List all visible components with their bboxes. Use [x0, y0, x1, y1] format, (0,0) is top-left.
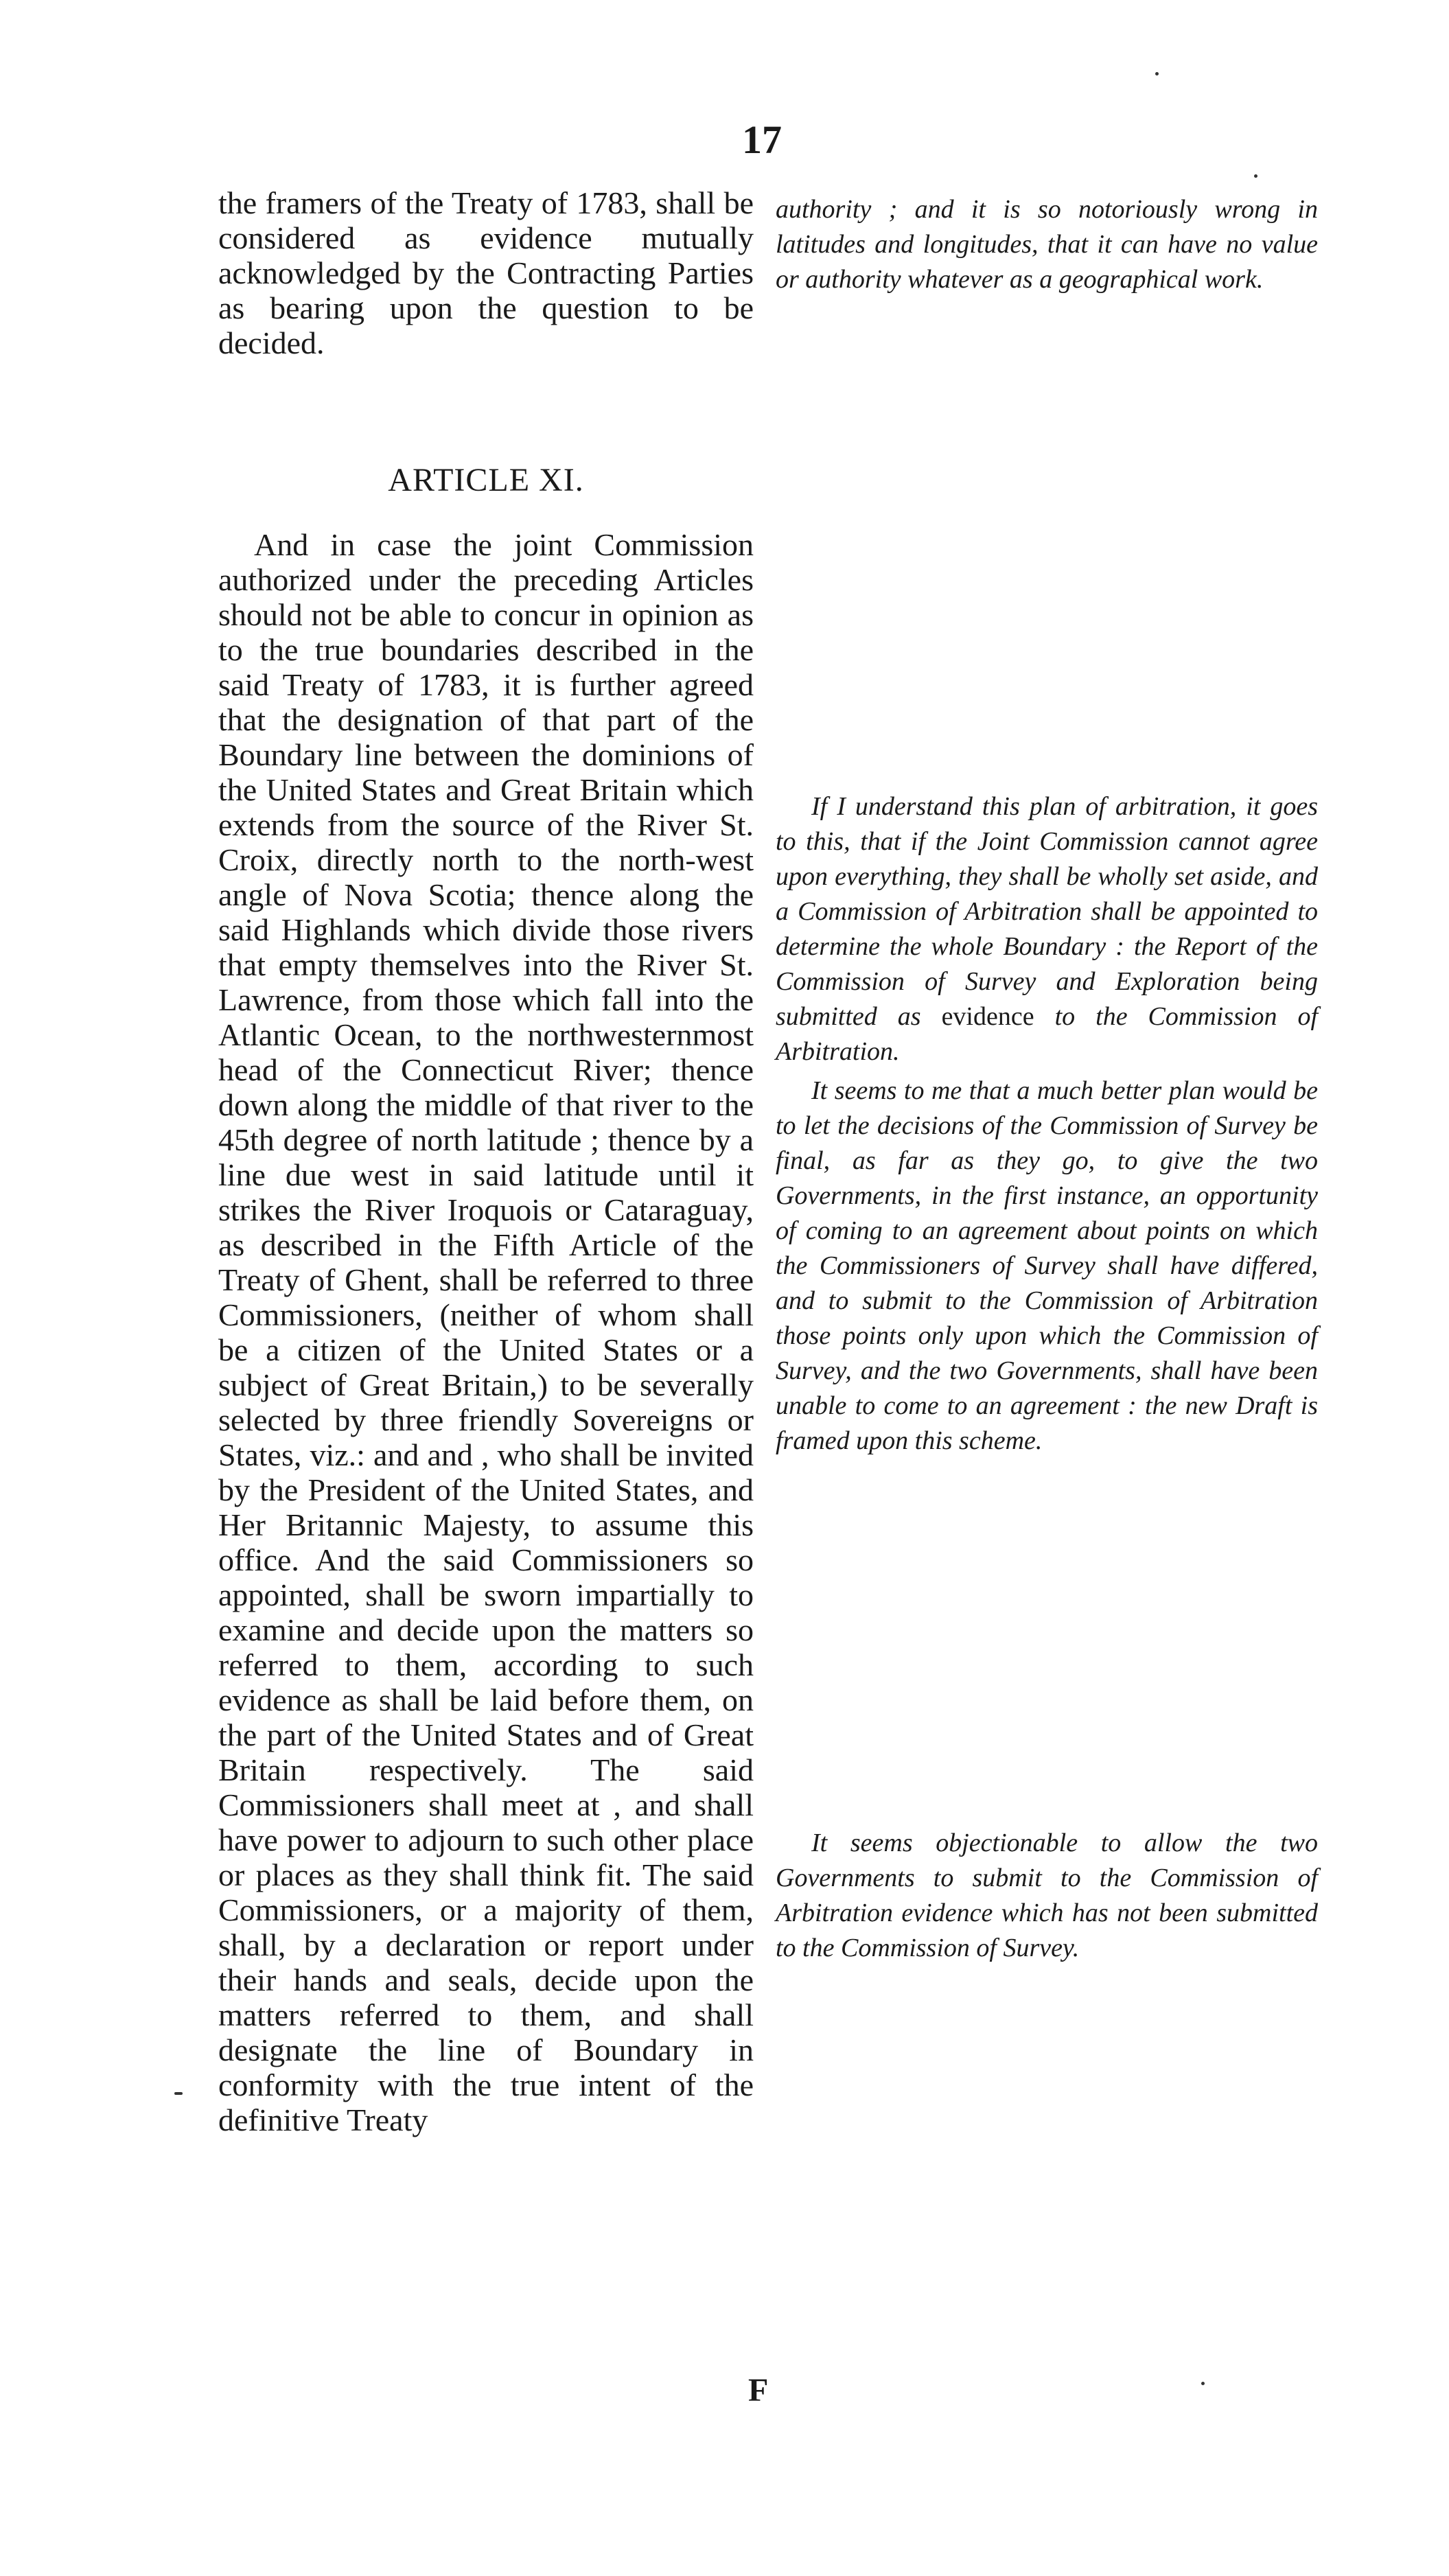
left-continuation-paragraph: the framers of the Treaty of 1783, shall be considered as evidence mutually acknowledged by the Contracting Parties as bearing upon the question to be decided.	[218, 185, 754, 360]
page-speck-mark	[174, 2092, 183, 2095]
right-column-top	[776, 192, 1318, 297]
note-1-text-a: If I understand this plan of arbitration, it goes to this, that if the Joint Commission cannot agree upon everything, they shall be wholly set aside, and a Commission of Arbitration shall be appointed to determine the whole Boundary : the Report of the Commission of Survey and Exploration being submitted as	[776, 792, 1318, 1031]
page-number: 17	[742, 117, 782, 162]
marginal-note-2: It seems to me that a much better plan would be to let the decisions of the Commission of Survey be final, as far as they go, to give the two Governments, in the first instance, an opportunity of coming to an agreement about points on which the Commissioners of Survey shall have differed, and to submit to the Commission of Arbitration those points only upon which the Commission of Survey, and the two Governments, shall have been unable to come to an agreement : the new Draft is framed upon this scheme.	[776, 1076, 1318, 1455]
marginal-notes	[776, 789, 1318, 1459]
page-speck-mark	[1254, 174, 1257, 178]
article-body	[218, 527, 754, 2137]
signature-mark: F	[748, 2372, 769, 2409]
right-continuation-paragraph: authority ; and it is so notoriously wrong in latitudes and longitudes, that it can have no value or authority whatever as a geographical work.	[776, 195, 1318, 294]
marginal-note-1	[776, 789, 1318, 1069]
left-column	[218, 185, 754, 360]
page-speck-mark	[1155, 72, 1159, 76]
note-1-upright-word: evidence	[941, 1002, 1034, 1031]
page-speck-mark	[1201, 2382, 1205, 2385]
note-1-text-b: to the Commission of Arbitration.	[776, 1002, 1319, 1066]
marginal-notes-lower	[776, 1826, 1318, 1966]
marginal-note-3: It seems objectionable to allow the two Governments to submit to the Commission of Arbitration evidence which has not been submitted to the Commission of Survey.	[776, 1829, 1318, 1962]
article-heading: ARTICLE XI.	[388, 462, 584, 498]
article-paragraph: And in case the joint Commission authorized under the preceding Articles should not be able to concur in opinion as to the true boundaries described in the said Treaty of 1783, it is further agreed that the designation of that part of the Boundary line between the dominions of the United States and Great Britain which extends from the source of the River St. Croix, directly north to the north-west angle of Nova Scotia; thence along the said Highlands which divide those rivers that empty themselves into the River St. Lawrence, from those which fall into the Atlantic Ocean, to the northwesternmost head of the Connecticut River; thence down along the middle of that river to the 45th degree of north latitude ; thence by a line due west in said latitude until it strikes the River Iroquois or Cataraguay, as described in the Fifth Article of the Treaty of Ghent, shall be referred to three Commissioners, (neither of whom shall be a citizen of the United States or a subject of Great Britain,) to be severally selected by three friendly Sovereigns or States, viz.: and and , who shall be invited by the President of the United States, and Her Britannic Majesty, to assume this office. And the said Commissioners so appointed, shall be sworn impartially to examine and decide upon the matters so referred to them, according to such evidence as shall be laid before them, on the part of the United States and of Great Britain respectively. The said Commissioners shall meet at , and shall have power to adjourn to such other place or places as they shall think fit. The said Commissioners, or a majority of them, shall, by a declaration or report under their hands and seals, decide upon the matters referred to them, and shall designate the line of Boundary in conformity with the true intent of the definitive Treaty	[218, 527, 754, 2137]
